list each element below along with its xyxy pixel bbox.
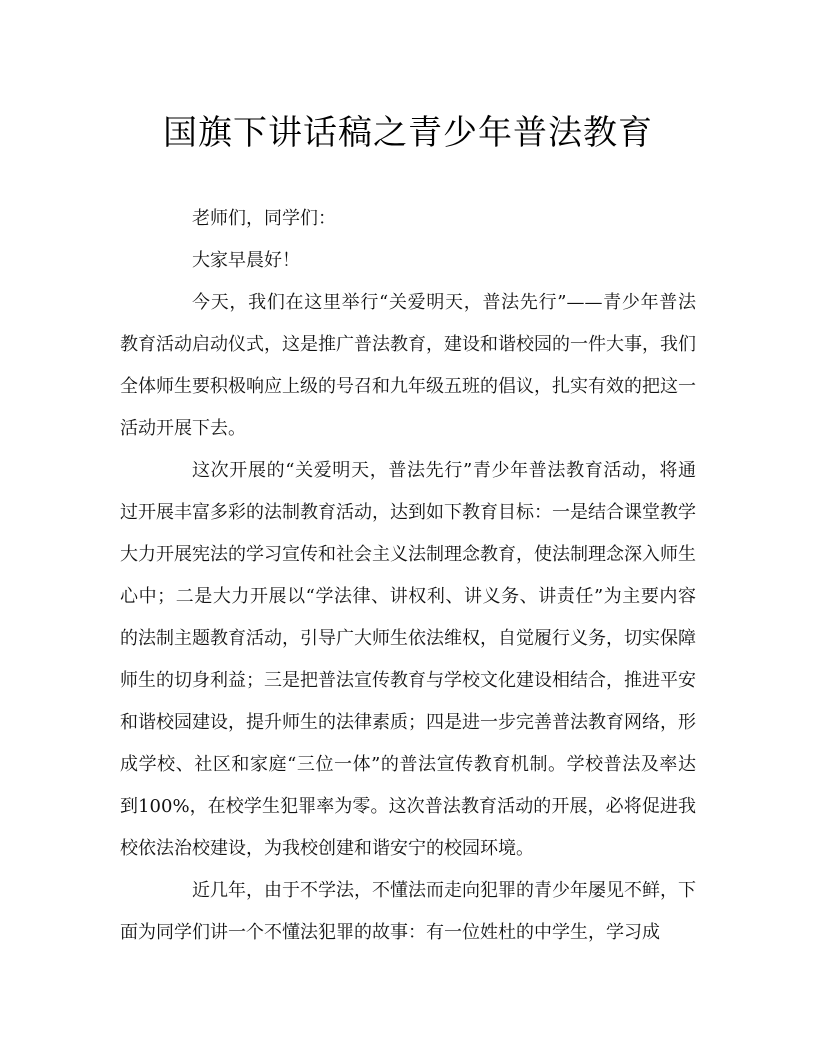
salutation-paragraph: 老师们，同学们： — [192, 208, 336, 229]
body-paragraph: 近几年，由于不学法，不懂法而走向犯罪的青少年屡见不鲜，下面为同学们讲一个不懂法犯罪的故事：有一位姓杜的中学生，学习成 — [120, 880, 696, 943]
greeting-paragraph: 大家早晨好！ — [192, 250, 300, 271]
body-paragraph: 这次开展的“关爱明天，普法先行”青少年普法教育活动，将通过开展丰富多彩的法制教育活动，达到如下教育目标：一是结合课堂教学大力开展宪法的学习宣传和社会主义法制理念教育，使法制理念深入师生心中；二是大力开展以“学法律、讲权利、讲义务、讲责任”为主要内容的法制主题教育活动，引导广大师生依法维权，自觉履行义务，切实保障师生的切身利益；三是把普法宣传教育与学校文化建设相结合，推进平安和谐校园建设，提升师生的法律素质；四是进一步完善普法教育网络，形成学校、社区和家庭“三位一体”的普法宣传教育机制。学校普法及率达到100%，在校学生犯罪率为零。这次普法教育活动的开展，必将促进我校依法治校建设，为我校创建和谐安宁的校园环境。 — [120, 460, 696, 859]
body-paragraph: 今天，我们在这里举行“关爱明天，普法先行”——青少年普法教育活动启动仪式，这是推广普法教育，建设和谐校园的一件大事，我们全体师生要积极响应上级的号召和九年级五班的倡议，扎实有效的把这一活动开展下去。 — [120, 292, 696, 439]
document-body — [120, 198, 696, 954]
document-title: 国旗下讲话稿之青少年普法教育 — [163, 113, 653, 153]
